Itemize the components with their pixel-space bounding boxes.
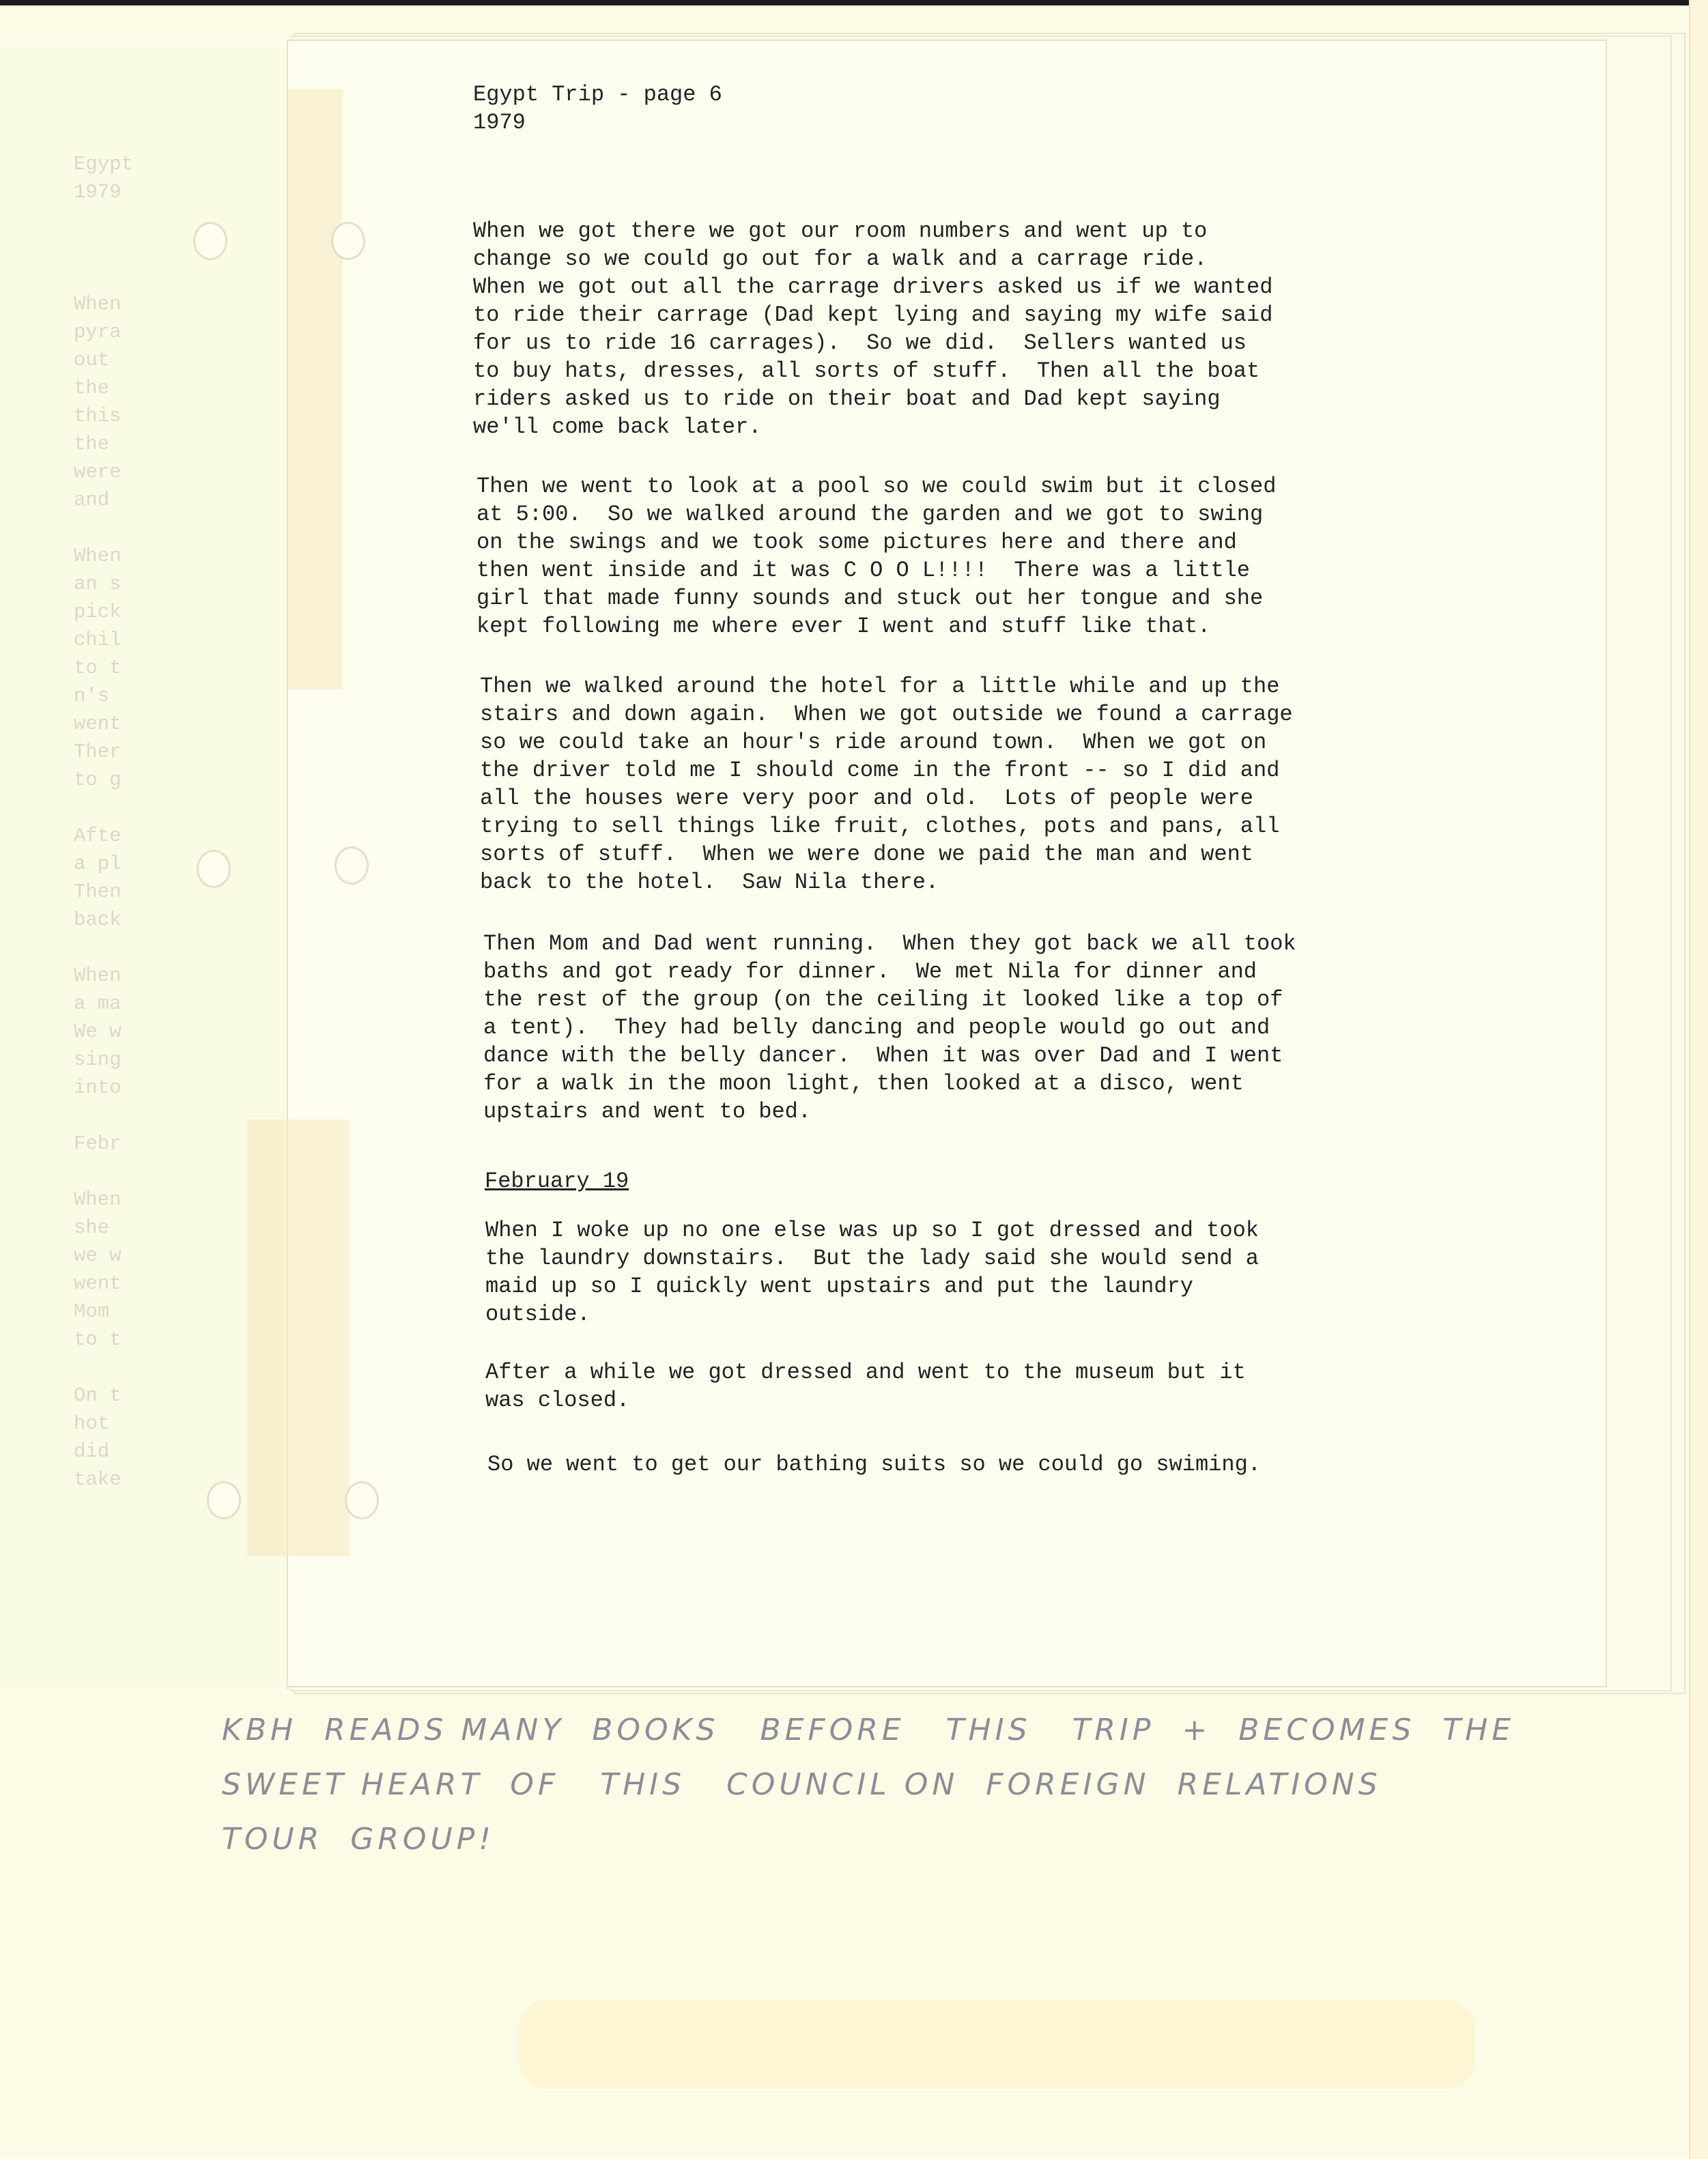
punch-hole (197, 850, 231, 888)
show-through-line: were (74, 461, 122, 483)
show-through-line (0, 1354, 119, 1382)
paragraph (487, 1450, 1261, 1478)
show-through-line: Then (74, 881, 122, 903)
text-line: kept following me where ever I went and stuff like that. (476, 614, 1211, 639)
show-through-line: a ma (74, 992, 122, 1015)
text-line: was closed. (485, 1388, 630, 1413)
show-through-line: When (74, 1188, 122, 1211)
show-through-line: to t (74, 1328, 122, 1351)
show-through-line (0, 1102, 119, 1130)
show-through-line: she (74, 1216, 110, 1239)
text-line: so we could take an hour's ride around town. When we got on (480, 730, 1267, 755)
album-page-edge (1689, 0, 1708, 2159)
show-through-line: Egypt (74, 153, 134, 175)
text-line: Then we went to look at a pool so we could swim but it closed (476, 474, 1277, 499)
show-through-line: pyra (74, 321, 122, 343)
text-line: girl that made funny sounds and stuck out her tongue and she (476, 586, 1264, 611)
text-line: we'll come back later. (473, 414, 762, 440)
date-heading: February 19 (485, 1169, 629, 1194)
text-line: After a while we got dressed and went to the museum but it (485, 1360, 1246, 1385)
show-through-line: this (74, 405, 122, 427)
punch-hole (193, 222, 227, 260)
show-through-line: We w (74, 1020, 122, 1043)
show-through-text (0, 150, 134, 1515)
show-through-line: Mom (74, 1300, 110, 1323)
show-through-line: a pl (74, 853, 122, 875)
text-line: SWEET HEART OF THIS COUNCIL ON FOREIGN RELATIONS (222, 1767, 1382, 1802)
text-line: all the houses were very poor and old. Lots of people were (480, 786, 1253, 811)
show-through-line: Ther (74, 741, 122, 763)
text-line: Then we walked around the hotel for a little while and up the (480, 674, 1280, 699)
text-line: When we got out all the carrage drivers asked us if we wanted (473, 274, 1273, 300)
top-border (0, 0, 1707, 5)
tape-strip (288, 89, 343, 689)
text-line: the laundry downstairs. But the lady said she would send a (485, 1246, 1259, 1271)
page-title: Egypt Trip - page 6 (473, 82, 722, 107)
show-through-line: pick (74, 601, 122, 623)
text-line: riders asked us to ride on their boat and Dad kept saying (473, 386, 1221, 412)
paragraph (476, 472, 1276, 640)
text-line: baths and got ready for dinner. We met Nila for dinner and (483, 959, 1257, 984)
text-line: on the swings and we took some pictures here and there and (476, 530, 1237, 555)
text-line: change so we could go out for a walk and a carrage ride. (473, 246, 1208, 272)
show-through-line: hot (74, 1412, 110, 1435)
text-line: maid up so I quickly went upstairs and put the laundry (485, 1274, 1193, 1299)
show-through-line (0, 234, 119, 262)
show-through-line: into (74, 1076, 122, 1099)
show-through-line: Febr (74, 1132, 122, 1155)
text-line: dance with the belly dancer. When it was over Dad and I went (483, 1043, 1283, 1068)
show-through-line: When (74, 964, 122, 987)
punch-hole (345, 1481, 379, 1519)
text-line: When we got there we got our room numbers and went up to (473, 218, 1208, 244)
show-through-line: we w (74, 1244, 122, 1267)
show-through-line: sing (74, 1048, 122, 1071)
back-sheet (0, 48, 288, 1689)
punch-hole (331, 222, 365, 260)
text-line: So we went to get our bathing suits so we could go swiming. (487, 1452, 1261, 1477)
show-through-line (0, 934, 119, 962)
show-through-line: went (74, 1272, 122, 1295)
paragraph (483, 930, 1296, 1126)
show-through-line: back (74, 909, 122, 931)
page-year: 1979 (473, 110, 526, 135)
show-through-line: the (74, 377, 110, 399)
text-line: Then Mom and Dad went running. When they got back we all took (483, 931, 1296, 956)
show-through-line: chil (74, 629, 122, 651)
show-through-line: When (74, 293, 122, 315)
text-line: a tent). They had belly dancing and people would go out and (483, 1015, 1270, 1040)
show-through-line (0, 1158, 119, 1186)
text-line: the driver told me I should come in the front -- so I did and (480, 758, 1280, 783)
show-through-line: 1979 (74, 181, 122, 203)
text-line: for a walk in the moon light, then looked at a disco, went (483, 1071, 1244, 1096)
text-line: stairs and down again. When we got outside we found a carrage (480, 702, 1293, 727)
text-line: for us to ride 16 carrages). So we did. Sellers wanted us (473, 330, 1247, 356)
text-line: then went inside and it was C O O L!!!! There was a little (476, 558, 1250, 583)
tape-strip (247, 1119, 350, 1556)
show-through-line: went (74, 713, 122, 735)
show-through-line: to g (74, 769, 122, 791)
show-through-line (0, 514, 119, 542)
text-line: the rest of the group (on the ceiling it looked like a top of (483, 987, 1283, 1012)
text-line: upstairs and went to bed. (483, 1099, 812, 1124)
punch-hole (335, 846, 369, 885)
page-header (473, 81, 722, 137)
show-through-line: Afte (74, 825, 122, 847)
handwritten-note (222, 1703, 1515, 1867)
punch-hole (207, 1481, 241, 1519)
paragraph (480, 672, 1293, 896)
text-line: to buy hats, dresses, all sorts of stuff. Then all the boat (473, 358, 1260, 384)
text-line: at 5:00. So we walked around the garden and we got to swing (476, 502, 1264, 527)
paragraph (473, 217, 1272, 441)
show-through-line: did (74, 1440, 110, 1463)
show-through-line: the (74, 433, 110, 455)
show-through-line: take (74, 1468, 122, 1491)
show-through-line: When (74, 545, 122, 567)
show-through-line (0, 206, 119, 234)
show-through-line: an s (74, 573, 122, 595)
paragraph (485, 1358, 1246, 1414)
paragraph (485, 1216, 1259, 1328)
paper-stain (519, 2000, 1475, 2089)
text-line: sorts of stuff. When we were done we paid the man and went (480, 842, 1253, 867)
show-through-line: n's (74, 685, 110, 707)
text-line: TOUR GROUP! (222, 1822, 495, 1857)
text-line: to ride their carrage (Dad kept lying and saying my wife said (473, 302, 1273, 328)
show-through-line (0, 262, 119, 290)
text-line: KBH READS MANY BOOKS BEFORE THIS TRIP + BECOMES THE (222, 1713, 1515, 1747)
show-through-line (0, 794, 119, 822)
text-line: back to the hotel. Saw Nila there. (480, 870, 939, 895)
show-through-line: and (74, 489, 110, 511)
text-line: When I woke up no one else was up so I got dressed and took (485, 1218, 1259, 1243)
text-line: outside. (485, 1302, 590, 1327)
text-line: trying to sell things like fruit, clothes, pots and pans, all (480, 814, 1280, 839)
show-through-line: out (74, 349, 110, 371)
show-through-line: On t (74, 1384, 122, 1407)
show-through-line: to t (74, 657, 122, 679)
